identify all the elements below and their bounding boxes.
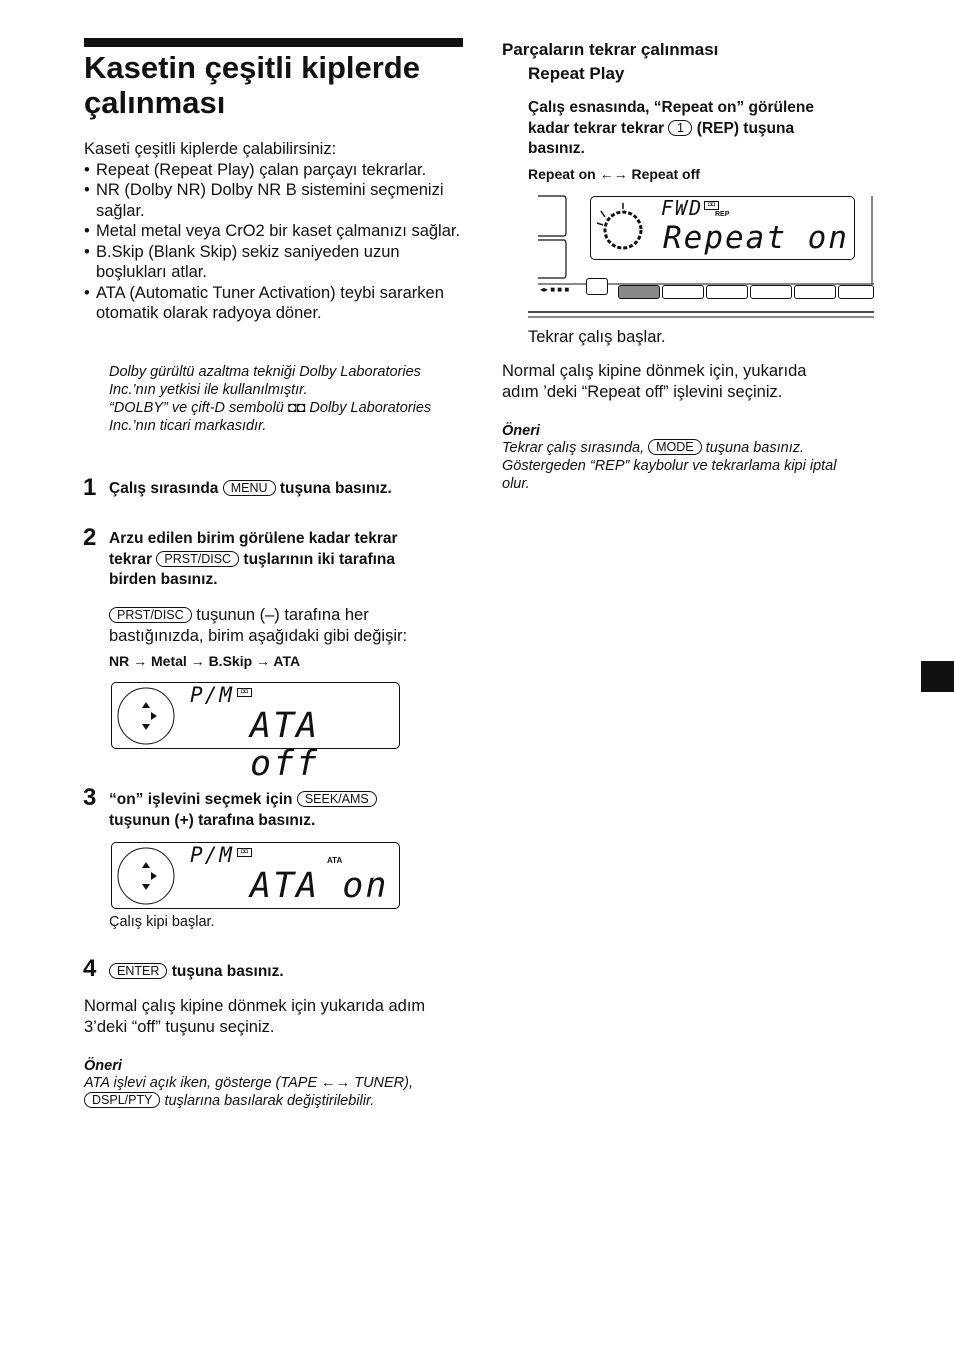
prst-disc-key: PRST/DISC bbox=[109, 607, 192, 623]
rotating-reel-icon bbox=[595, 203, 651, 255]
list-item: • NR (Dolby NR) Dolby NR B sistemini seçmenizi sağlar. bbox=[84, 180, 474, 221]
step-1-text bbox=[109, 479, 469, 500]
tip-heading: Öneri bbox=[502, 423, 540, 439]
note-line: “DOLBY” ve çift-D sembolü ◘◘ Dolby Laboratories bbox=[109, 400, 432, 416]
display-top-text: P/M bbox=[190, 683, 234, 707]
step-4-text bbox=[109, 962, 469, 983]
step-text: kadar tekrar tekrar bbox=[528, 119, 665, 137]
arrow-pad-icon bbox=[115, 846, 177, 906]
enter-key: ENTER bbox=[109, 963, 167, 979]
mode-sequence: NR → Metal → B.Skip → ATA bbox=[109, 653, 301, 669]
title-rule bbox=[84, 38, 463, 47]
preset-button-4[interactable] bbox=[750, 285, 792, 299]
step-2-text bbox=[109, 529, 469, 591]
display-top-text: FWD bbox=[661, 196, 704, 220]
step-text: basınız. bbox=[528, 140, 585, 157]
body-line: Normal çalış kipine dönmek için, yukarıda bbox=[502, 362, 807, 380]
list-item: • Metal metal veya CrO2 bir kaset çalmanızı sağlar. bbox=[84, 221, 474, 242]
mode-list bbox=[84, 160, 474, 324]
seek-ams-key: SEEK/AMS bbox=[297, 791, 377, 807]
step-number: 4 bbox=[83, 955, 97, 982]
return-instruction bbox=[84, 996, 474, 1037]
section-subtitle: Repeat Play bbox=[528, 64, 625, 83]
note-line: Inc.’nın ticari markasıdır. bbox=[109, 418, 267, 434]
lcd-display-repeat-on bbox=[590, 196, 855, 260]
tip-line: tuşuna basınız. bbox=[705, 440, 805, 456]
tip-line: tuşlarına basılarak değiştirilebilir. bbox=[164, 1093, 375, 1109]
step-text: tuşunun (+) tarafına basınız. bbox=[109, 811, 316, 829]
key-1: 1 bbox=[668, 120, 692, 136]
tip-heading: Öneri bbox=[84, 1058, 122, 1074]
display-main-text: ATA off bbox=[250, 706, 320, 784]
lcd-display-ata-on bbox=[111, 842, 400, 909]
section-tab-marker bbox=[921, 661, 954, 692]
display-main-text: ATA on bbox=[250, 866, 389, 906]
section-title: Parçaların tekrar çalınması bbox=[502, 40, 719, 59]
note-line: Inc.’nın yetkisi ile kullanılmıştır. bbox=[109, 382, 308, 398]
prst-disc-key: PRST/DISC bbox=[156, 551, 239, 567]
preset-button-3[interactable] bbox=[706, 285, 748, 299]
step-text: tuşlarının iki tarafına bbox=[243, 550, 396, 568]
device-front-panel bbox=[528, 188, 874, 320]
step-number: 1 bbox=[83, 474, 97, 501]
preset-button-6[interactable] bbox=[838, 285, 874, 299]
list-item: • ATA (Automatic Tuner Activation) teybi sararken otomatik olarak radyoya döner. bbox=[84, 283, 474, 324]
step-number: 3 bbox=[83, 784, 97, 811]
body-line: Normal çalış kipine dönmek için yukarıda adım bbox=[84, 997, 426, 1015]
list-item: • Repeat (Repeat Play) çalan parçayı tekrarlar. bbox=[84, 160, 474, 181]
tape-icon: ◘◘ bbox=[237, 848, 252, 857]
mode-key: MODE bbox=[648, 439, 702, 455]
tape-icon: ◘◘ bbox=[237, 688, 252, 697]
dolby-note bbox=[109, 363, 479, 435]
step-text: (REP) tuşuna bbox=[696, 119, 795, 137]
rep-indicator: REP bbox=[715, 211, 730, 218]
arrow-pad-icon bbox=[115, 686, 177, 746]
step-text: Çalış sırasında bbox=[109, 480, 219, 497]
step-3-caption: Çalış kipi başlar. bbox=[109, 914, 215, 930]
step-text: tuşuna basınız. bbox=[171, 963, 284, 980]
body-line: adım ’deki “Repeat off” işlevini seçiniz. bbox=[502, 382, 783, 401]
step-text: tekrar bbox=[109, 550, 153, 568]
step-text: birden basınız. bbox=[109, 571, 218, 588]
right-tip-section bbox=[502, 423, 902, 493]
transport-icon: ◂▸ ■ ■ ■ bbox=[540, 285, 570, 294]
right-return-instruction bbox=[502, 361, 902, 402]
tip-line: Göstergeden “REP” kaybolur ve tekrarlama kipi iptal bbox=[502, 458, 837, 474]
display-top-text: P/M bbox=[190, 843, 234, 867]
intro-text: Kaseti çeşitli kiplerde çalabilirsiniz: bbox=[84, 140, 337, 158]
dspl-pty-key: DSPL/PTY bbox=[84, 1092, 160, 1108]
list-item: • B.Skip (Blank Skip) sekiz saniyeden uzun boşlukları atlar. bbox=[84, 242, 474, 283]
repeat-caption: Tekrar çalış başlar. bbox=[528, 328, 666, 346]
step-number: 2 bbox=[83, 524, 97, 551]
page-title: Kasetin çeşitli kiplerde çalınması bbox=[84, 50, 420, 120]
tape-icon: ◘◘ bbox=[704, 201, 719, 210]
body-line: 3’deki “off” tuşunu seçiniz. bbox=[84, 1017, 275, 1036]
preset-button-2[interactable] bbox=[662, 285, 704, 299]
section-heading bbox=[502, 38, 902, 86]
small-button[interactable] bbox=[586, 278, 608, 295]
tip-line: Tekrar çalış sırasında, bbox=[502, 440, 645, 456]
detail-text: bastığınızda, birim aşağıdaki gibi değişir: bbox=[109, 626, 408, 645]
step-2-detail bbox=[109, 605, 469, 646]
step-text: “on” işlevini seçmek için bbox=[109, 791, 293, 808]
intro-section bbox=[84, 139, 474, 324]
repeat-toggle-sequence: Repeat on ←→ Repeat off bbox=[528, 166, 700, 182]
detail-text: tuşunun (–) tarafına her bbox=[196, 606, 369, 624]
repeat-instruction bbox=[528, 98, 888, 160]
lcd-display-ata-off bbox=[111, 682, 400, 784]
menu-key: MENU bbox=[223, 480, 276, 496]
tip-line: olur. bbox=[502, 476, 530, 492]
preset-button-5[interactable] bbox=[794, 285, 836, 299]
tip-line: ATA işlevi açık iken, gösterge (TAPE ←→ TUNER), bbox=[84, 1075, 414, 1091]
step-text: tuşuna basınız. bbox=[279, 480, 392, 497]
display-main-text: Repeat on bbox=[663, 220, 849, 256]
note-line: Dolby gürültü azaltma tekniği Dolby Laboratories bbox=[109, 364, 421, 380]
step-3-text bbox=[109, 790, 469, 831]
step-text: Arzu edilen birim görülene kadar tekrar bbox=[109, 530, 398, 547]
tip-section bbox=[84, 1058, 474, 1110]
step-text: Çalış esnasında, “Repeat on” görülene bbox=[528, 99, 814, 116]
preset-button-1[interactable] bbox=[618, 285, 660, 299]
ata-indicator: ATA bbox=[327, 856, 343, 865]
